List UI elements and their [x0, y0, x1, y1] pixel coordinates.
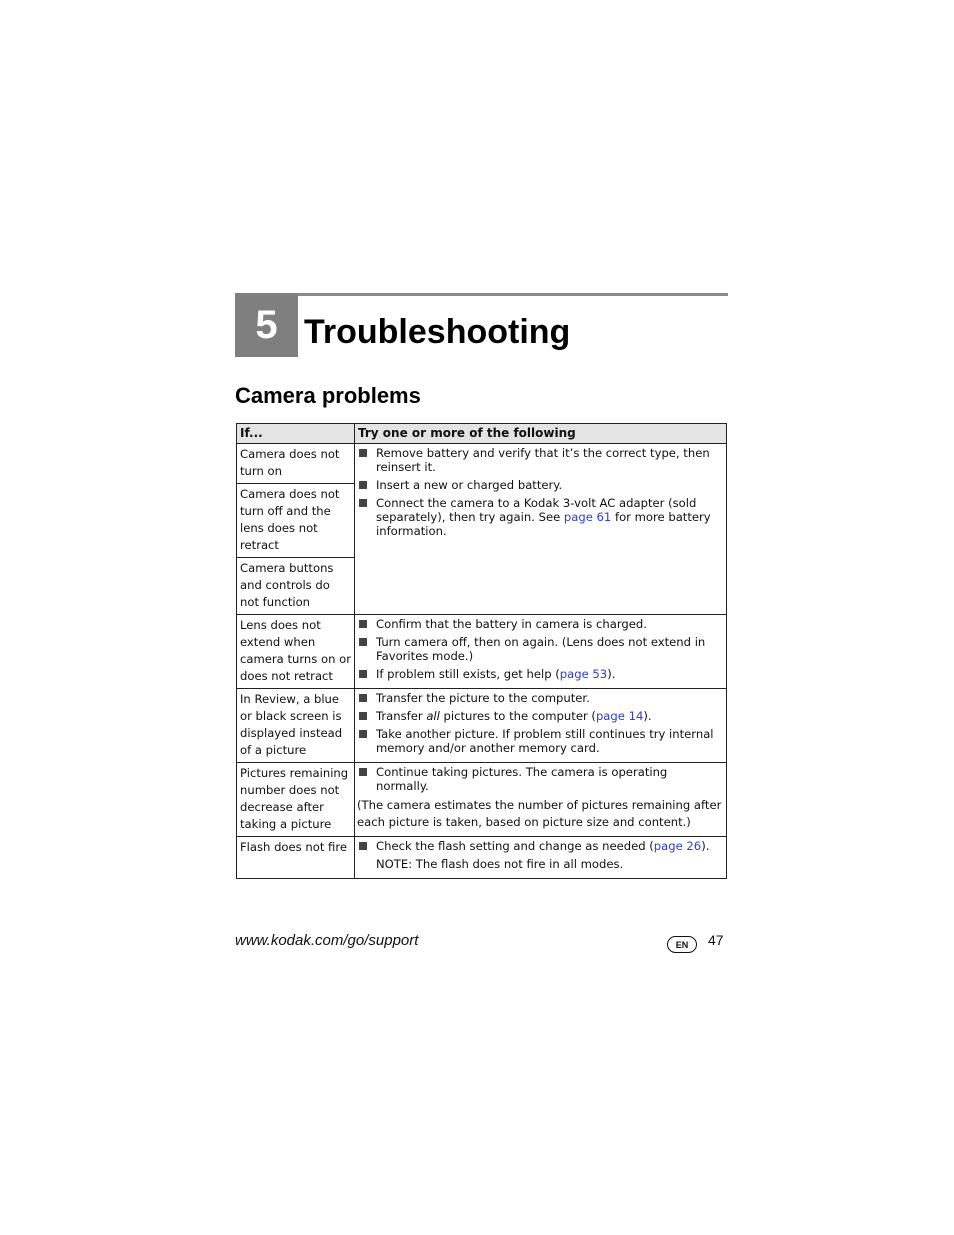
- table-row: [237, 689, 727, 763]
- table-row: [237, 615, 727, 689]
- section-title: Camera problems: [235, 383, 421, 408]
- page-number: 47: [708, 932, 724, 948]
- explanation-text: (The camera estimates the number of pictures remaining after each picture is taken, based on picture size and content.): [357, 798, 722, 829]
- problem-cell: Camera buttons and controls do not function: [237, 558, 355, 615]
- list-item: Continue taking pictures. The camera is operating normally.: [357, 765, 723, 793]
- header-try: Try one or more of the following: [355, 424, 727, 444]
- list-item: Transfer the picture to the computer.: [357, 691, 723, 705]
- bullet-square-icon: [359, 481, 367, 489]
- problem-cell: Pictures remaining number does not decrease after taking a picture: [237, 763, 355, 837]
- table-row: [237, 837, 727, 879]
- problem-cell: Lens does not extend when camera turns on or does not retract: [237, 615, 355, 689]
- bullet-square-icon: [359, 638, 367, 646]
- list-item: Take another picture. If problem still continues try internal memory and/or another memory card.: [357, 727, 723, 755]
- list-item: If problem still exists, get help (page 53).: [357, 667, 723, 681]
- chapter-rule: [298, 293, 728, 296]
- page-link[interactable]: page 14: [595, 709, 644, 723]
- problem-cell: Camera does not turn off and the lens does not retract: [237, 484, 355, 558]
- bullet-square-icon: [359, 730, 367, 738]
- chapter-number: 5: [235, 293, 298, 357]
- bullet-square-icon: [359, 842, 367, 850]
- bullet-square-icon: [359, 712, 367, 720]
- page-link[interactable]: page 26: [653, 839, 702, 853]
- bullet-square-icon: [359, 670, 367, 678]
- page-link[interactable]: page 61: [563, 510, 612, 524]
- chapter-title: Troubleshooting: [304, 313, 571, 351]
- footer-url[interactable]: www.kodak.com/go/support: [235, 932, 419, 949]
- note-text: NOTE: The flash does not fire in all modes.: [376, 857, 624, 871]
- problem-cell: Flash does not fire: [237, 837, 355, 879]
- bullet-square-icon: [359, 499, 367, 507]
- list-item: Insert a new or charged battery.: [357, 478, 723, 492]
- bullet-square-icon: [359, 449, 367, 457]
- solution-cell: [355, 444, 727, 615]
- table-row: [237, 763, 727, 837]
- list-item: Transfer all pictures to the computer (page 14).: [357, 709, 723, 723]
- problem-cell: In Review, a blue or black screen is displayed instead of a picture: [237, 689, 355, 763]
- table-header-row: [237, 424, 727, 444]
- list-item: Confirm that the battery in camera is charged.: [357, 617, 723, 631]
- troubleshooting-table: [236, 423, 727, 879]
- bullet-square-icon: [359, 768, 367, 776]
- header-if: If...: [237, 424, 355, 444]
- bullet-square-icon: [359, 620, 367, 628]
- page-link[interactable]: page 53: [559, 667, 608, 681]
- table-row: [237, 444, 727, 484]
- solution-cell: [355, 763, 727, 837]
- solution-cell: [355, 689, 727, 763]
- bullet-square-icon: [359, 694, 367, 702]
- list-item: Turn camera off, then on again. (Lens does not extend in Favorites mode.): [357, 635, 723, 663]
- list-item: Check the flash setting and change as needed (page 26).: [357, 839, 723, 853]
- language-badge: EN: [667, 936, 697, 953]
- problem-cell: Camera does not turn on: [237, 444, 355, 484]
- list-item: Remove battery and verify that it’s the correct type, then reinsert it.: [357, 446, 723, 474]
- list-item: Connect the camera to a Kodak 3-volt AC adapter (sold separately), then try again. See page 61 for more battery information.: [357, 496, 723, 538]
- solution-cell: [355, 837, 727, 879]
- solution-cell: [355, 615, 727, 689]
